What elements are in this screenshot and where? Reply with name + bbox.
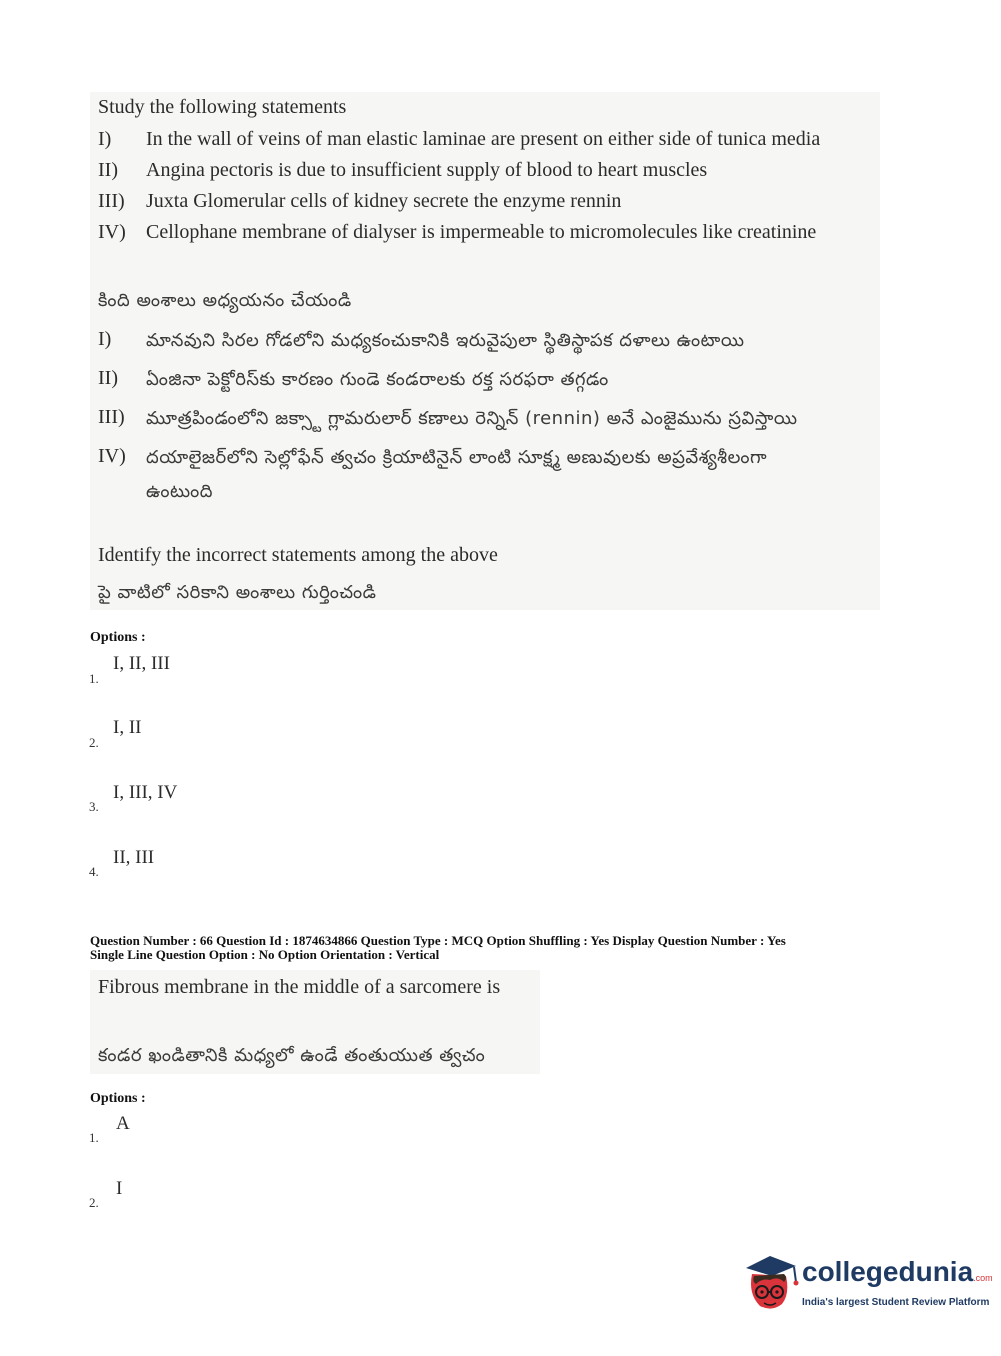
q66-option-1-num: 1. — [89, 1130, 99, 1145]
logo-wordmark — [802, 1256, 993, 1288]
q65-te-stmt-4-cont: ఉంటుంది — [146, 481, 213, 502]
q65-te-num-3: III) — [98, 406, 125, 428]
q65-ask-te: పై వాటిలో సరికాని అంశాలు గుర్తించండి — [98, 582, 377, 603]
logo-tagline: India's largest Student Review Platform — [802, 1297, 990, 1308]
q65-te-num-1: I) — [98, 328, 112, 350]
q65-option-3[interactable]: I, III, IV — [113, 782, 178, 803]
student-mascot-icon — [742, 1252, 802, 1314]
q65-te-stmt-1: మానవుని సిరల గోడలోని మధ్యకంచుకానికి ఇరువైపులా స్థితిస్థాపక దళాలు ఉంటాయి — [146, 330, 745, 351]
q65-ask-en: Identify the incorrect statements among the above — [98, 544, 498, 566]
q65-option-1-num: 1. — [89, 671, 99, 686]
q65-option-4[interactable]: II, III — [113, 847, 155, 868]
logo-name: collegedunia — [802, 1256, 974, 1287]
q65-te-num-4: IV) — [98, 445, 126, 467]
q65-options-label: Options : — [90, 630, 146, 645]
q66-meta-line-2: Single Line Question Option : No Option Orientation : Vertical — [90, 947, 440, 962]
q66-option-1[interactable]: A — [116, 1113, 130, 1134]
q65-en-num-2: II) — [98, 159, 118, 181]
logo-suffix: .com — [973, 1273, 993, 1283]
q66-option-2[interactable]: I — [116, 1178, 123, 1199]
q65-en-stmt-3: Juxta Glomerular cells of kidney secrete the enzyme rennin — [146, 190, 622, 212]
q65-option-3-num: 3. — [89, 799, 99, 814]
q65-en-stmt-2: Angina pectoris is due to insufficient supply of blood to heart muscles — [146, 159, 708, 181]
q65-te-stmt-4: దయాలైజర్‌లోని సెల్లోఫేన్ త్వచం క్రియాటినైన్ లాంటి సూక్ష్మ అణువులకు అప్రవేశ్యశీలంగా — [146, 447, 768, 468]
q66-option-2-num: 2. — [89, 1195, 99, 1210]
q65-option-2-num: 2. — [89, 735, 99, 750]
collegedunia-logo — [742, 1252, 993, 1314]
q65-te-stmt-2: ఏంజినా పెక్టోరిస్‌కు కారణం గుండె కండరాలకు రక్త సరఫరా తగ్గడం — [146, 369, 609, 390]
q65-intro-en: Study the following statements — [98, 96, 347, 118]
q66-text-te: కండర ఖండితానికి మధ్యలో ఉండే తంతుయుత త్వచం — [98, 1045, 486, 1066]
q65-te-stmt-3: మూత్రపిండంలోని జక్స్టా గ్లామరులార్ కణాలు రెన్నిన్ (rennin) అనే ఎంజైమును స్రవిస్తాయి — [146, 408, 798, 429]
q65-en-num-3: III) — [98, 190, 125, 212]
q65-te-num-2: II) — [98, 367, 118, 389]
q65-option-2[interactable]: I, II — [113, 717, 142, 738]
q65-option-4-num: 4. — [89, 864, 99, 879]
q65-en-num-1: I) — [98, 128, 112, 150]
q65-en-stmt-4: Cellophane membrane of dialyser is impermeable to micromolecules like creatinine — [146, 221, 817, 243]
q65-option-1[interactable]: I, II, III — [113, 653, 170, 674]
q65-intro-te: కింది అంశాలు అధ్యయనం చేయండి — [98, 290, 352, 311]
q65-en-stmt-1: In the wall of veins of man elastic laminae are present on either side of tunica media — [146, 128, 821, 150]
q66-text-en: Fibrous membrane in the middle of a sarcomere is — [98, 976, 501, 998]
q66-meta-line-1: Question Number : 66 Question Id : 1874634866 Question Type : MCQ Option Shuffling : Yes Display Question Number : Yes — [90, 933, 786, 948]
q66-options-label: Options : — [90, 1091, 146, 1106]
q65-en-num-4: IV) — [98, 221, 126, 243]
